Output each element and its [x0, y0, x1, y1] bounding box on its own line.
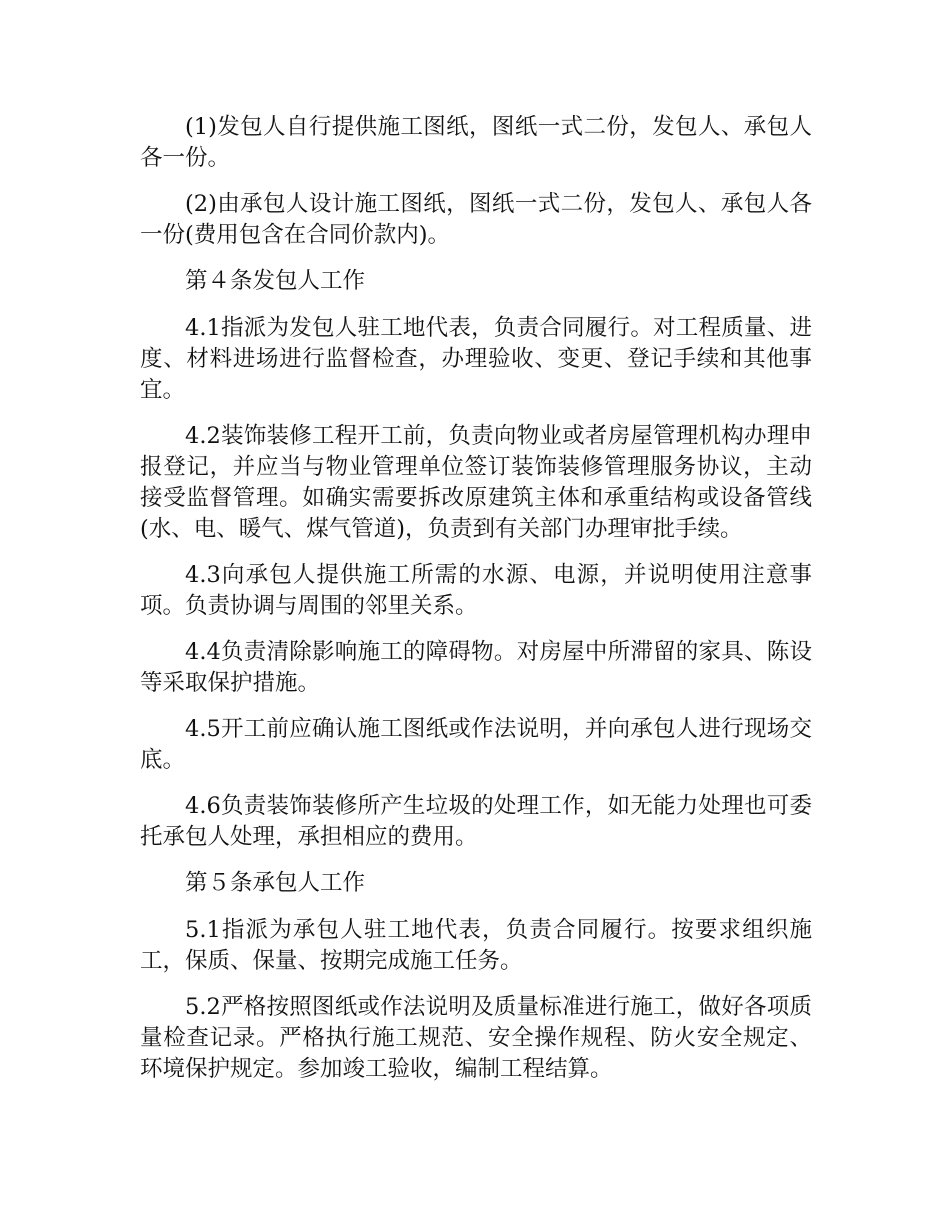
clause-4-6: 4.6负责装饰装修所产生垃圾的处理工作，如无能力处理也可委托承包人处理，承担相应的费用。	[140, 793, 812, 850]
document-page	[140, 112, 812, 1100]
article-5-heading: 第５条承包人工作	[185, 870, 366, 896]
clause-4-5: 4.5开工前应确认施工图纸或作法说明，并向承包人进行现场交底。	[140, 716, 812, 773]
clause-4-3: 4.3向承包人提供施工所需的水源、电源，并说明使用注意事项。负责协调与周围的邻里关系。	[140, 562, 812, 619]
clause-4-4: 4.4负责清除影响施工的障碍物。对房屋中所滞留的家具、陈设等采取保护措施。	[140, 639, 812, 696]
article-4-heading: 第４条发包人工作	[185, 268, 366, 294]
clause-5-2: 5.2严格按照图纸或作法说明及质量标准进行施工，做好各项质量检查记录。严格执行施工规范、安全操作规程、防火安全规定、环境保护规定。参加竣工验收，编制工程结算。	[140, 994, 812, 1082]
paragraph-drawing-provided-by-employer: (1)发包人自行提供施工图纸，图纸一式二份，发包人、承包人各一份。	[140, 114, 812, 171]
clause-5-1: 5.1指派为承包人驻工地代表，负责合同履行。按要求组织施工，保质、保量、按期完成施工任务。	[140, 917, 812, 974]
clause-4-2: 4.2装饰装修工程开工前，负责向物业或者房屋管理机构办理申报登记，并应当与物业管理单位签订装饰装修管理服务协议，主动接受监督管理。如确实需要拆改原建筑主体和承重结构或设备管线(水、电、暖气、煤气管道)，负责到有关部门办理审批手续。	[140, 423, 812, 542]
paragraph-drawing-designed-by-contractor: (2)由承包人设计施工图纸，图纸一式二份，发包人、承包人各一份(费用包含在合同价款内)。	[140, 191, 812, 248]
clause-4-1: 4.1指派为发包人驻工地代表，负责合同履行。对工程质量、进度、材料进场进行监督检查，办理验收、变更、登记手续和其他事宜。	[140, 315, 812, 403]
